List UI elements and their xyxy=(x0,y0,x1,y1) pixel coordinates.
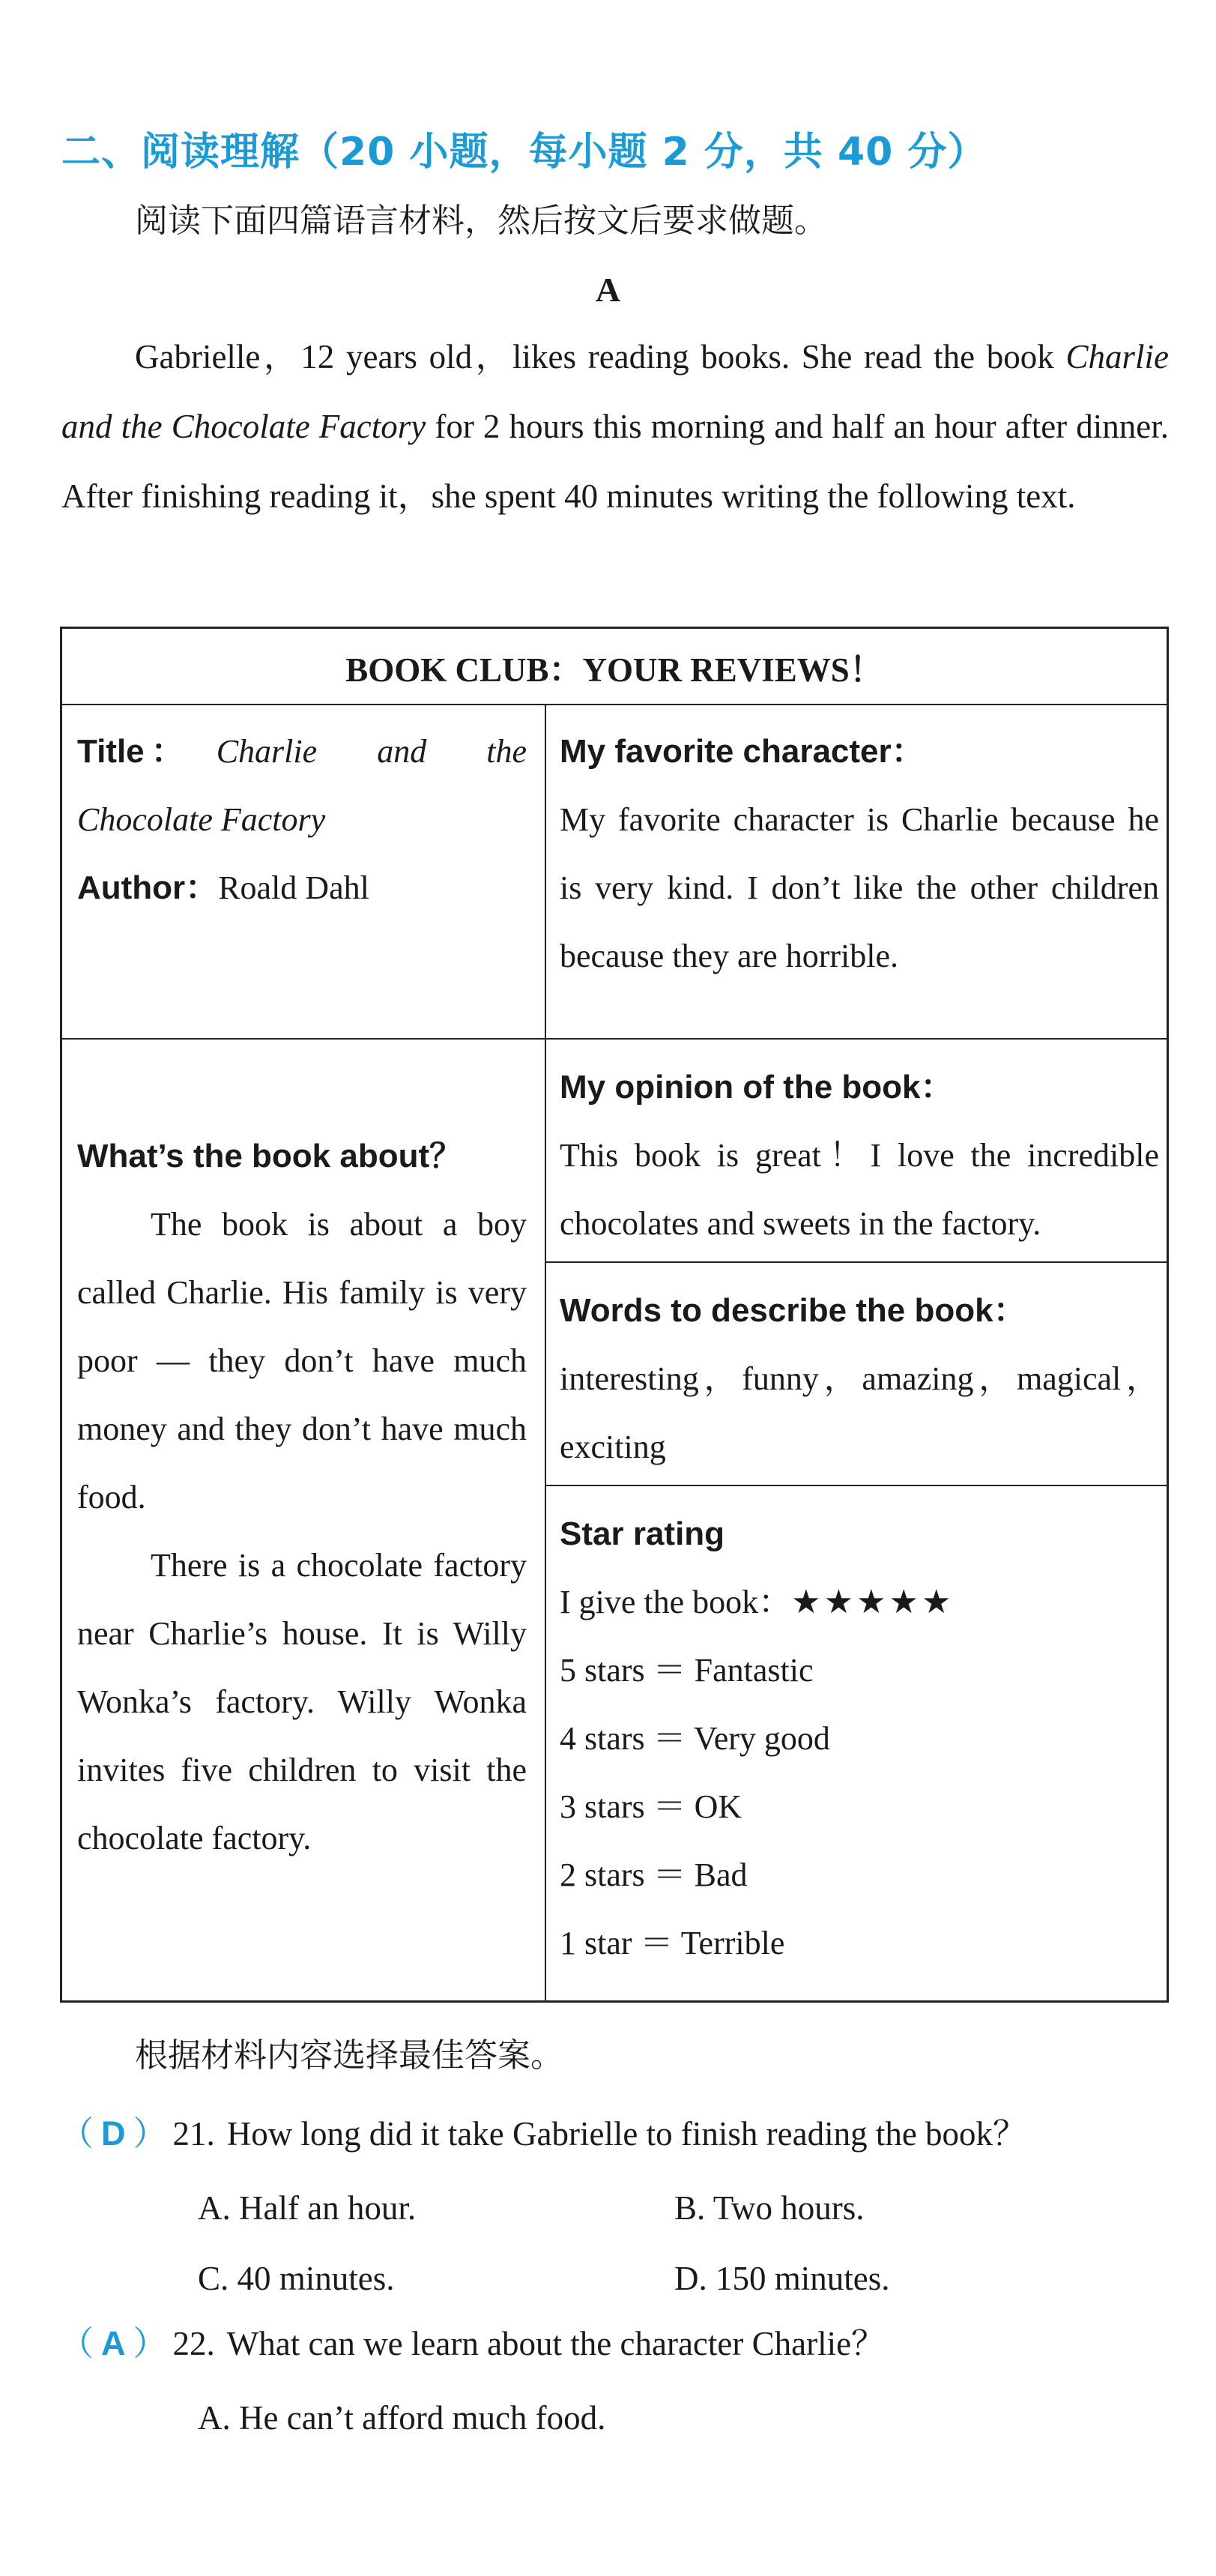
author-label: Author： xyxy=(77,869,219,906)
star-scale-4: 4 stars ＝ Very good xyxy=(560,1720,830,1757)
opinion-cell xyxy=(560,1053,1159,1258)
title-label: Title： xyxy=(77,733,191,770)
option-d: D. 150 minutes. xyxy=(674,2260,890,2297)
about-paragraph-2: There is a chocolate factory near Charlie’s house. It is Willy Wonka’s factory. Willy Wonka invites five children to visit the chocolate factory. xyxy=(77,1547,527,1856)
option-c: C. 40 minutes. xyxy=(198,2260,395,2297)
favorite-text: My favorite character is Charlie because he is very kind. I don’t like the other children because they are horrible. xyxy=(560,801,1159,974)
opinion-text: This book is great！I love the incredible chocolates and sweets in the factory. xyxy=(560,1137,1159,1242)
star-scale-5: 5 stars ＝ Fantastic xyxy=(560,1652,814,1689)
opinion-heading: My opinion of the book： xyxy=(560,1069,954,1105)
table-divider xyxy=(62,1038,1167,1040)
option-b: B. Two hours. xyxy=(674,2189,865,2227)
table-title: BOOK CLUB：YOUR REVIEWS！ xyxy=(345,651,883,689)
passage-label: A xyxy=(595,271,621,309)
star-rating-stars: ★★★★★ xyxy=(791,1584,955,1620)
option-a: A. He can’t afford much food. xyxy=(198,2399,606,2437)
passage-part2: for 2 hours this morning and half an hour after dinner. After finishing reading it，she spent 40 minutes writing the following text. xyxy=(61,408,1170,515)
about-paragraph-1: The book is about a boy called Charlie. His family is very poor — they don’t have much money and they don’t have much food. xyxy=(77,1206,527,1515)
author-value: Roald Dahl xyxy=(218,869,369,906)
describe-words-cell xyxy=(560,1276,1159,1481)
star-scale-3: 3 stars ＝ OK xyxy=(560,1788,742,1825)
star-scale-2: 2 stars ＝ Bad xyxy=(560,1856,748,1893)
answer-paren-open: （ xyxy=(60,2115,94,2153)
favorite-heading: My favorite character： xyxy=(560,733,925,770)
table-divider xyxy=(545,1261,1168,1263)
table-divider xyxy=(545,1485,1168,1486)
star-scale-1: 1 star ＝ Terrible xyxy=(560,1925,785,1961)
book-title-rest: Chocolate Factory xyxy=(77,801,326,838)
table-divider xyxy=(545,704,546,2000)
passage-text xyxy=(61,322,1169,531)
book-title-part: Charlie and the xyxy=(216,733,527,770)
section-title: 二、阅读理解（20 小题，每小题 2 分，共 40 分） xyxy=(61,130,987,175)
words-heading: Words to describe the book： xyxy=(560,1292,1026,1329)
title-author-cell xyxy=(77,642,527,922)
answer-paren-close: ） xyxy=(133,2325,167,2362)
words-text: interesting，funny，amazing，magical，exciting xyxy=(560,1360,1159,1465)
question-text: How long did it take Gabrielle to finish reading the book？ xyxy=(226,2115,1027,2153)
passage-book-title: Charlie and the Chocolate Factory xyxy=(61,338,1169,445)
question-text: What can we learn about the character Charlie？ xyxy=(226,2325,886,2362)
book-review-table xyxy=(60,627,1169,2003)
about-heading: What’s the book about？ xyxy=(77,1138,463,1174)
book-about-cell xyxy=(77,1122,527,1872)
answer-letter: A xyxy=(101,2324,126,2362)
question-number: 22. xyxy=(172,2325,215,2362)
question-22 xyxy=(60,2316,885,2365)
star-rating-cell xyxy=(560,1500,1159,1977)
question-number: 21. xyxy=(172,2115,215,2153)
questions-instruction: 根据材料内容选择最佳答案。 xyxy=(135,2036,563,2075)
star-give-label: I give the book： xyxy=(560,1584,792,1620)
question-21 xyxy=(60,2106,1026,2155)
star-heading: Star rating xyxy=(560,1515,725,1552)
option-a: A. Half an hour. xyxy=(198,2189,417,2227)
favorite-character-cell xyxy=(560,717,1159,990)
answer-paren-open: （ xyxy=(60,2325,94,2362)
passage-part1: Gabrielle，12 years old，likes reading books. She read the book xyxy=(135,338,1066,375)
instruction-text: 阅读下面四篇语言材料，然后按文后要求做题。 xyxy=(135,202,827,240)
answer-letter: D xyxy=(101,2114,126,2153)
answer-paren-close: ） xyxy=(133,2115,167,2153)
